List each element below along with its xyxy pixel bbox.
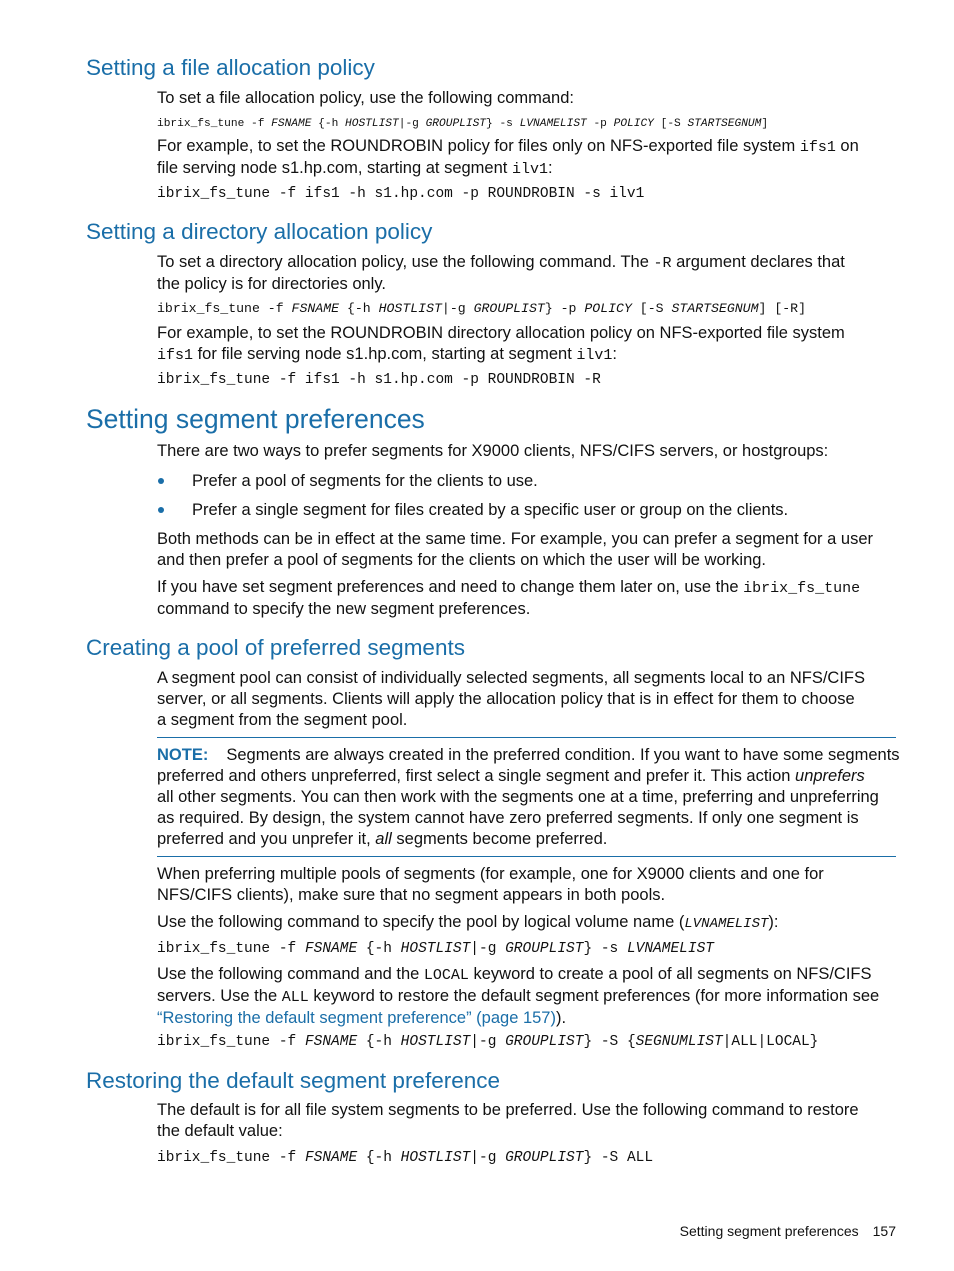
page-number: 157 (872, 1223, 896, 1239)
dir-alloc-example: For example, to set the ROUNDROBIN directory allocation policy on NFS-exported file system ifs1 for file serving node s1.hp.com, starting at segment ilv1: (157, 324, 845, 364)
restore-command: ibrix_fs_tune -f FSNAME {-h HOSTLIST|-g GROUPLIST} -S ALL (157, 1150, 654, 1166)
file-alloc-example: For example, to set the ROUNDROBIN policy for files only on NFS-exported file system ifs1 on file serving node s1.hp.com, starting at segment ilv1: (157, 137, 859, 178)
seg-pref-intro: There are two ways to prefer segments for X9000 clients, NFS/CIFS servers, or hostgroups: (157, 442, 829, 460)
dir-alloc-intro: To set a directory allocation policy, use the following command. The -R argument declares that the policy is for directories only. (157, 253, 845, 293)
note-label: NOTE: (157, 746, 209, 764)
note-text: NOTE: Segments are always created in the preferred condition. If you want to have some segments preferred and others unpreferred, first select a single segment and prefer it. This action unprefers all other segments. You can then work with the segments one at a time, preferring and unpreferring as required. By design, the system cannot have zero preferred segments. If only one segment is preferred and you unprefer it, all segments become preferred. (157, 746, 900, 848)
pool-command-segnumlist: ibrix_fs_tune -f FSNAME {-h HOSTLIST|-g GROUPLIST} -S {SEGNUMLIST|ALL|LOCAL} (157, 1034, 819, 1050)
heading-creating-pool: Creating a pool of preferred segments (86, 635, 465, 660)
dir-alloc-example-command: ibrix_fs_tune -f ifs1 -h s1.hp.com -p ROUNDROBIN -R (157, 372, 601, 388)
seg-pref-para3: If you have set segment preferences and need to change them later on, use the ibrix_fs_tune command to specify the new segment preferences. (157, 578, 861, 618)
footer-section-title: Setting segment preferences (679, 1223, 859, 1239)
file-alloc-syntax: ibrix_fs_tune -f FSNAME {-h HOSTLIST|-g GROUPLIST} -s LVNAMELIST -p POLICY [-S STARTSEGNUM] (157, 118, 769, 130)
pool-para1: A segment pool can consist of individually selected segments, all segments local to an NFS/CIFS server, or all segments. Clients will apply the allocation policy that is in effect for them to choose a segment from the segment pool. (157, 669, 866, 729)
restoring-default-link[interactable]: “Restoring the default segment preference” (page 157) (157, 1009, 556, 1027)
pool-para2: When preferring multiple pools of segments (for example, one for X9000 clients and one for NFS/CIFS clients), make sure that no segment appears in both pools. (157, 865, 824, 904)
heading-directory-allocation-policy: Setting a directory allocation policy (86, 219, 433, 244)
bullet-icon (158, 478, 164, 484)
file-alloc-intro: To set a file allocation policy, use the following command: (157, 89, 574, 107)
pool-para4: Use the following command and the LOCAL keyword to create a pool of all segments on NFS/CIFS servers. Use the ALL keyword to restore the default segment preferences (for more information see “Restoring the default segment preference” (page 157)). (157, 965, 880, 1027)
file-alloc-example-command: ibrix_fs_tune -f ifs1 -h s1.hp.com -p ROUNDROBIN -s ilv1 (157, 186, 645, 202)
heading-file-allocation-policy: Setting a file allocation policy (86, 55, 375, 80)
dir-alloc-syntax: ibrix_fs_tune -f FSNAME {-h HOSTLIST|-g GROUPLIST} -p POLICY [-S STARTSEGNUM] [-R] (157, 301, 806, 316)
pool-command-lvnamelist: ibrix_fs_tune -f FSNAME {-h HOSTLIST|-g GROUPLIST} -s LVNAMELIST (157, 941, 714, 957)
restore-para: The default is for all file system segments to be preferred. Use the following command to restore the default value: (157, 1101, 859, 1140)
page-footer (600, 1222, 896, 1240)
heading-setting-segment-preferences: Setting segment preferences (86, 404, 425, 434)
heading-restoring-default: Restoring the default segment preference (86, 1068, 500, 1093)
seg-pref-para2: Both methods can be in effect at the same time. For example, you can prefer a segment for a user and then prefer a pool of segments for the clients on which the user will be working. (157, 530, 873, 569)
pool-para3: Use the following command to specify the pool by logical volume name (LVNAMELIST): (157, 913, 779, 932)
bullet-icon (158, 507, 164, 513)
document-page: Setting a file allocation policy To set a file allocation policy, use the following command: ibrix_fs_tune -f FSNAME {-h HOSTLIST|-g GROUPLIST} -s LVNAMELIST -p POLICY [-S STARTSEGNUM] For example, to set the ROUNDROBIN policy for files only on NFS-exported file system ifs1 on file serving node s1.hp.com, starting at segment ilv1: ibrix_fs_tune -f ifs1 -h s1.hp.com -p ROUNDROBIN -s ilv1 Setting a directory allocation policy To set a directory allocation policy, use the following command. The -R argument declares that the policy is for directories only. ibrix_fs_tune -f FSNAME {-h HOSTLIST|-g GROUPLIST} -p POLICY [-S STARTSEGNUM] [-R] For example, to set the ROUNDROBIN directory allocation policy on NFS-exported file system ifs1 for file serving node s1.hp.com, starting at segment ilv1: ibrix_fs_tune -f ifs1 -h s1.hp.com -p ROUNDROBIN -R Setting segment preferences There are two ways to prefer segments for X9000 clients, NFS/CIFS servers, or hostgroups: Prefer a pool of segments for the clients to use. Prefer a single segment for files created by a specific user or group on the clients. Both methods can be in effect at the same time. For example, you can prefer a segment for a user and then prefer a pool of segments for the clients on which the user will be working. If you have set segment preferences and need to change them later on, use the ibrix_fs_tune command to specify the new segment preferences. Creating a pool of preferred segments A segment pool can consist of individually selected segments, all segments local to an NFS/CIFS server, or all segments. Clients will apply the allocation policy that is in effect for them to choose a segment from the segment pool. NOTE: Segments are always created in the preferred condition. If you want to have some segments preferred and others unpreferred, first select a single segment and prefer it. This action unprefers all other segments. You can then work with the segments one at a time, preferring and unpreferring as required. By design, the system cannot have zero preferred segments. If only one segment is preferred and you unprefer it, all segments become preferred. When preferring multiple pools of segments (for example, one for X9000 clients and one for NFS/CIFS clients), make sure that no segment appears in both pools. Use the following command to specify the pool by logical volume name (LVNAMELIST): ibrix_fs_tune -f FSNAME {-h HOSTLIST|-g GROUPLIST} -s LVNAMELIST Use the following command and the LOCAL keyword to create a pool of all segments on NFS/CIFS servers. Use the ALL keyword to restore the default segment preferences (for more information see “Restoring the default segment preference” (page 157)). ibrix_fs_tune -f FSNAME {-h HOSTLIST|-g GROUPLIST} -S {SEGNUMLIST|ALL|LOCAL} Restoring the default segment preference The default is for all file system segments to be preferred. Use the following command to restore the default value: ibrix_fs_tune -f FSNAME {-h HOSTLIST|-g GROUPLIST} -S ALL Setting segment preferences 157 (86, 55, 900, 1239)
